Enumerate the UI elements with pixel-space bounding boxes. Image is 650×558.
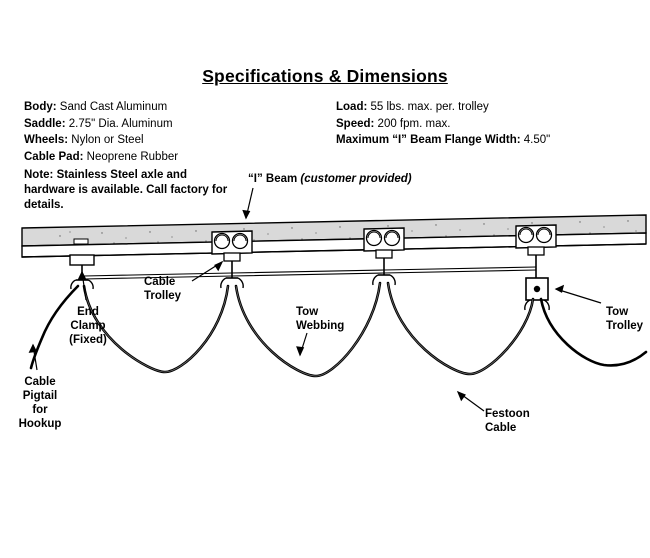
callout-tow-webbing-line1: Tow — [296, 306, 319, 318]
note-text: Note: Stainless Steel axle and hardware is available. Call factory for details. — [24, 169, 228, 211]
callout-i-beam-label: “I” Beam — [248, 173, 298, 185]
spec-wheels — [24, 132, 178, 149]
specs-left-column — [24, 99, 178, 165]
cable-trolley-1 — [212, 231, 252, 288]
spec-wheels-label: Wheels: — [24, 134, 69, 146]
cable-trolley-2 — [364, 228, 404, 285]
spec-max-flange-value: 4.50" — [523, 134, 551, 146]
callout-festoon-cable-line2: Cable — [485, 422, 517, 434]
spec-speed-label: Speed: — [336, 117, 375, 130]
callout-tow-trolley-line1: Tow — [606, 306, 629, 318]
callout-festoon-cable — [485, 407, 530, 435]
spec-wheels-value: Nylon or Steel — [71, 134, 144, 146]
callout-cable-pigtail-line2: Pigtail — [22, 390, 58, 402]
callout-tow-webbing-line2: Webbing — [296, 320, 345, 332]
callout-festoon-cable-line1: Festoon — [485, 408, 530, 420]
page-title: Specifications & Dimensions — [202, 66, 448, 86]
spec-max-flange-label: Maximum “I” Beam Flange Width: — [336, 134, 521, 146]
callout-cable-pigtail — [10, 375, 70, 431]
spec-body — [24, 99, 178, 116]
specs-right-column — [336, 99, 550, 149]
spec-cable-pad-value: Neoprene Rubber — [86, 150, 179, 163]
callout-cable-pigtail-line4: Hookup — [18, 418, 62, 430]
callout-end-clamp-line1: End — [77, 306, 99, 318]
callout-cable-trolley — [144, 275, 181, 303]
spec-load — [336, 99, 550, 116]
callout-cable-pigtail-line3: for — [32, 404, 48, 416]
spec-load-label: Load: — [336, 101, 368, 113]
spec-body-label: Body: — [24, 101, 57, 113]
spec-body-value: Sand Cast Aluminum — [59, 101, 168, 113]
spec-max-flange — [336, 132, 550, 149]
spec-saddle-value: 2.75" Dia. Aluminum — [68, 117, 173, 130]
callout-tow-webbing — [296, 305, 344, 333]
spec-speed — [336, 116, 550, 133]
spec-load-value: 55 lbs. max. per. trolley — [370, 101, 489, 113]
callout-cable-pigtail-line1: Cable — [24, 376, 56, 388]
callout-end-clamp — [58, 305, 118, 347]
spec-cable-pad-label: Cable Pad: — [24, 150, 84, 163]
spec-cable-pad — [24, 149, 178, 166]
callout-tow-trolley — [606, 305, 643, 333]
callout-tow-trolley-line2: Trolley — [606, 320, 644, 332]
callout-end-clamp-line3: (Fixed) — [69, 334, 107, 346]
callout-end-clamp-line2: Clamp — [70, 320, 106, 332]
spec-saddle — [24, 116, 178, 133]
callout-cable-trolley-line1: Cable — [144, 276, 176, 288]
callout-i-beam — [248, 172, 412, 186]
callout-i-beam-note: (customer provided) — [300, 173, 412, 185]
spec-saddle-label: Saddle: — [24, 117, 66, 130]
callout-cable-trolley-line2: Trolley — [144, 290, 182, 302]
spec-speed-value: 200 fpm. max. — [377, 117, 451, 130]
